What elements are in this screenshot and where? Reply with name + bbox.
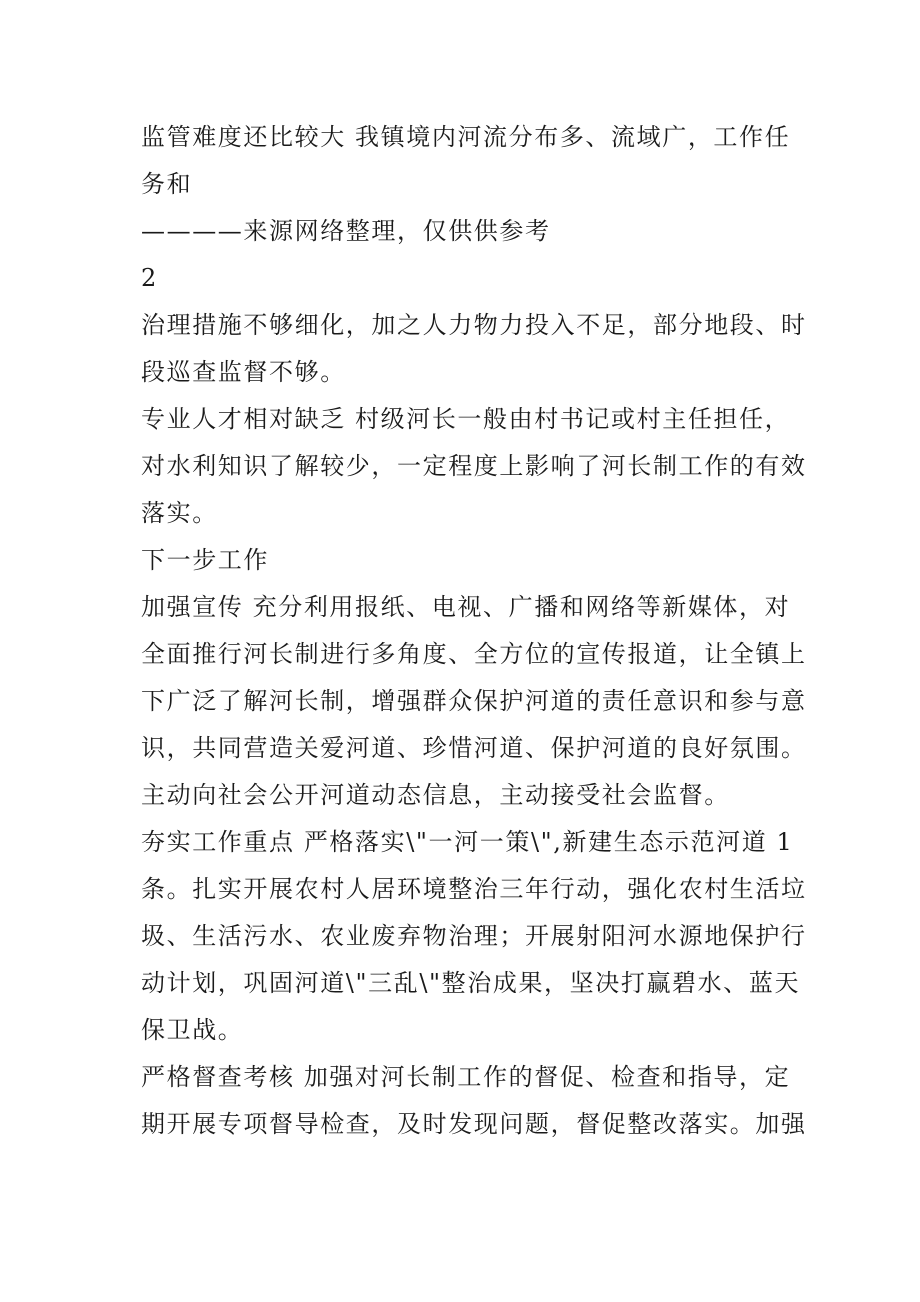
- text-line: 期开展专项督导检查，及时发现问题，督促整改落实。加强: [141, 1110, 807, 1138]
- text-line: 对水利知识了解较少，一定程度上影响了河长制工作的有效: [141, 452, 807, 480]
- section-heading: 下一步工作: [141, 546, 269, 574]
- text-line: 监管难度还比较大 我镇境内河流分布多、流域广，工作任: [141, 123, 791, 151]
- text-line: 治理措施不够细化，加之人力物力投入不足，部分地段、时: [141, 311, 807, 339]
- document-body: [141, 114, 807, 1148]
- text-line: 落实。: [141, 499, 218, 527]
- text-line: 圾、生活污水、农业废弃物治理；开展射阳河水源地保护行: [141, 922, 807, 950]
- text-line: 加强宣传 充分利用报纸、电视、广播和网络等新媒体，对: [141, 593, 791, 621]
- text-line: 保卫战。: [141, 1016, 244, 1044]
- text-line: 下广泛了解河长制，增强群众保护河道的责任意识和参与意: [141, 687, 807, 715]
- text-line: 夯实工作重点 严格落实\"一河一策\",新建生态示范河道 1: [141, 828, 794, 856]
- page-number: 2: [141, 264, 158, 292]
- text-line: 专业人才相对缺乏 村级河长一般由村书记或村主任担任，: [141, 405, 791, 433]
- text-line: 务和: [141, 170, 193, 198]
- text-line: 识，共同营造关爱河道、珍惜河道、保护河道的良好氛围。: [141, 734, 807, 762]
- text-line: 主动向社会公开河道动态信息，主动接受社会监督。: [141, 781, 730, 809]
- text-line: 严格督查考核 加强对河长制工作的督促、检查和指导，定: [141, 1063, 791, 1091]
- text-line: 条。扎实开展农村人居环境整治三年行动，强化农村生活垃: [141, 875, 807, 903]
- text-line: 动计划，巩固河道\"三乱\"整治成果，坚决打赢碧水、蓝天: [141, 969, 801, 997]
- text-line: 段巡查监督不够。: [141, 358, 346, 386]
- source-note: ————来源网络整理，仅供供参考: [141, 217, 551, 245]
- text-line: 全面推行河长制进行多角度、全方位的宣传报道，让全镇上: [141, 640, 807, 668]
